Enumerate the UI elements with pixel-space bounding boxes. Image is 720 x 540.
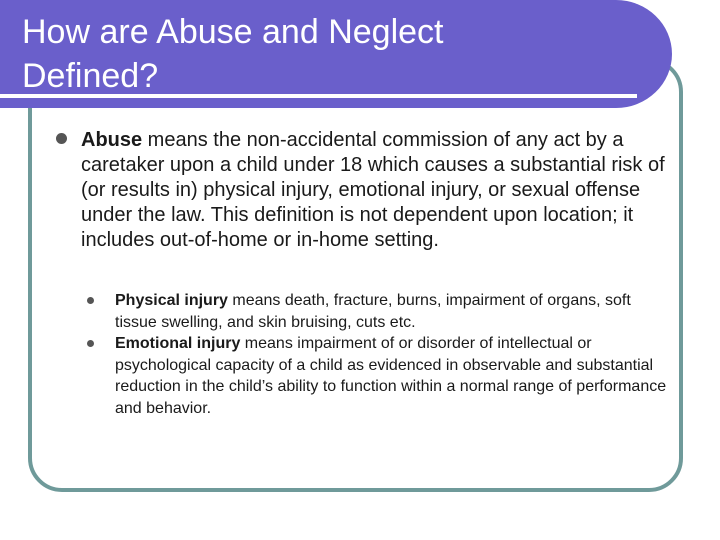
emotional-injury-term: Emotional injury [115,335,241,352]
list-item-emotional-injury [115,333,675,419]
abuse-term: Abuse [81,129,143,151]
physical-injury-text: means death, fracture, burns, impairment of organs, soft tissue swelling, and skin bruising, cuts etc. [115,292,631,331]
emotional-injury-text: means impairment of or disorder of intellectual or psychological capacity of a child as evidenced in observable and substantial reduction in the child’s ability to function within a normal range of performance and behavior. [115,335,667,417]
bullet-dot-icon [56,133,67,144]
content-frame [28,58,683,492]
sub-bullet-list [115,290,675,419]
slide-title [22,10,443,98]
list-item-physical-injury [115,290,675,333]
physical-injury-term: Physical injury [115,292,228,309]
title-line-2: Defined? [22,57,159,95]
bullet-dot-icon [87,340,94,347]
title-bar [0,0,672,108]
abuse-text: means the non-accidental commission of any act by a caretaker upon a child under 18 which causes a substantial risk of (or results in) physical injury, emotional injury, or sexual offense under the law. This definition is not dependent upon location; it includes out-of-home or in-home setting. [81,129,665,251]
title-line-1: How are Abuse and Neglect [22,13,444,51]
abuse-definition [81,128,671,253]
bullet-dot-icon [87,297,94,304]
